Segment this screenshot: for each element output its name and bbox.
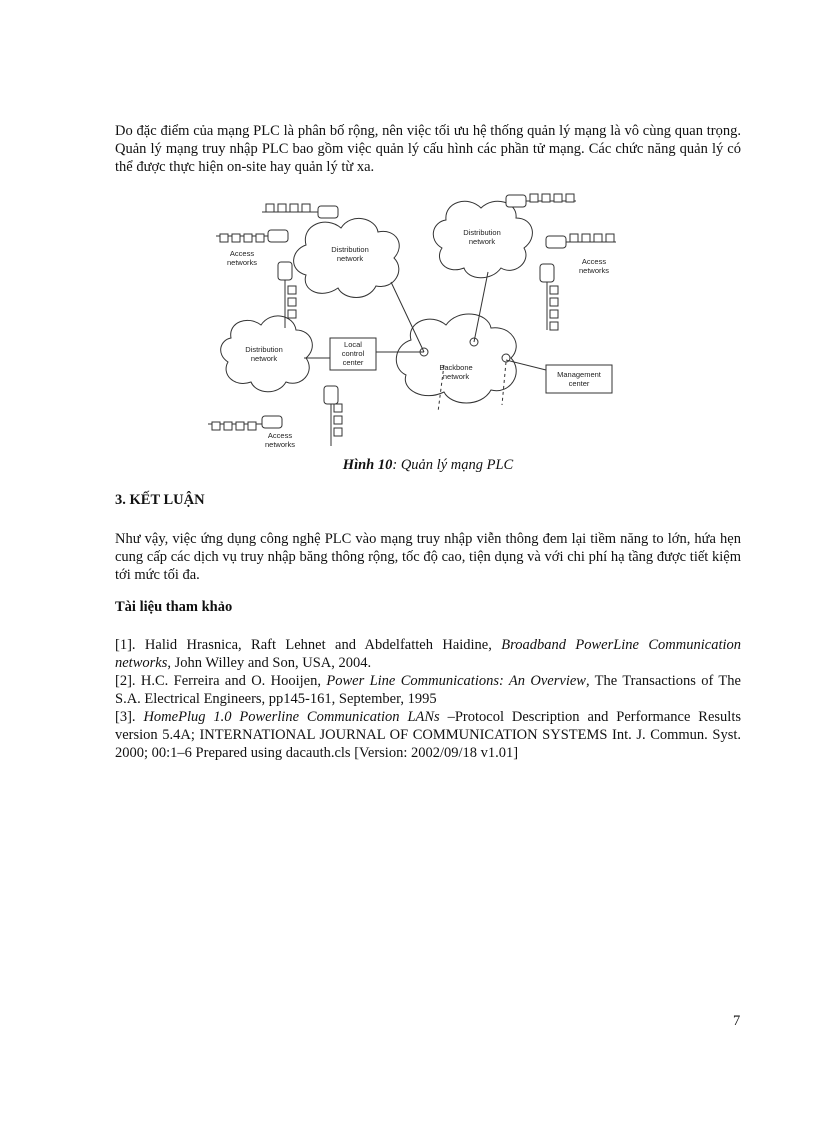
caption-text: : Quản lý mạng PLC	[392, 457, 514, 473]
label-local-control-3: center	[342, 358, 364, 367]
label-access-right-1: Access	[581, 257, 607, 266]
reference-suffix: , The Transactions of The S.A. Electrical Engineers, pp145-161, September, 1995	[115, 673, 741, 707]
label-access-left-top-2: networks	[226, 258, 258, 267]
caption-label: Hình 10	[342, 457, 393, 473]
label-management-2: center	[568, 379, 590, 388]
reference-suffix: –Protocol Description and Performance Results version 5.4A; INTERNATIONAL JOURNAL OF COMMUNICATION SYSTEMS Int. J. Commun. Syst. 2000; 00:1–6 Prepared using dacauth.cls [Version: 2002/09/18 v1.01]	[115, 709, 741, 761]
label-dist-left-bottom-2: network	[250, 354, 278, 363]
label-backbone-2: network	[442, 372, 470, 381]
cloud-backbone	[396, 314, 516, 403]
reference-item	[115, 672, 741, 708]
intro-paragraph: Do đặc điểm của mạng PLC là phân bố rộng, nên việc tối ưu hệ thống quản lý mạng là vô cùng quan trọng. Quản lý mạng truy nhập PLC bao gồm việc quản lý cấu hình các phần tử mạng. Các chức năng quản lý có thể được thực hiện on-site hay quản lý từ xa.	[115, 123, 741, 175]
label-management-1: Management	[557, 370, 601, 379]
conclusion-heading: 3. KẾT LUẬN	[115, 492, 205, 508]
reference-title: HomePlug 1.0 Powerline Communication LANs	[143, 709, 440, 725]
conclusion-paragraph: Như vậy, việc ứng dụng công nghệ PLC vào mạng truy nhập viễn thông đem lại tiềm năng to lớn, hứa hẹn cung cấp các dịch vụ truy nhập băng thông rộng, tốc độ cao, tiện dụng và với chi phí hạ tầng được tiết kiệm tới mức tối đa.	[115, 531, 741, 583]
label-local-control-2: control	[341, 349, 365, 358]
figure-caption	[115, 456, 741, 474]
label-dist-left-top-2: network	[336, 254, 364, 263]
reference-prefix: [3].	[115, 709, 144, 725]
page-number: 7	[733, 1013, 741, 1029]
label-dist-right-top-2: network	[468, 237, 496, 246]
reference-prefix: [1]. Halid Hrasnica, Raft Lehnet and Abdelfatteh Haidine,	[115, 637, 502, 653]
reference-item	[115, 708, 741, 762]
reference-title: Power Line Communications: An Overview	[326, 673, 586, 689]
label-access-bottom-2: networks	[264, 440, 296, 449]
label-access-left-top-1: Access	[229, 249, 255, 258]
plc-network-diagram	[206, 190, 632, 452]
label-access-right-2: networks	[578, 266, 610, 275]
reference-prefix: [2]. H.C. Ferreira and O. Hooijen,	[115, 673, 327, 689]
label-access-bottom-1: Access	[267, 431, 293, 440]
reference-title: Broadband PowerLine Communication networks	[115, 637, 742, 671]
label-local-control-1: Local	[344, 340, 362, 349]
label-dist-left-bottom-1: Distribution	[245, 345, 283, 354]
references-heading: Tài liệu tham khảo	[115, 599, 233, 615]
label-backbone-1: Backbone	[439, 363, 473, 372]
label-dist-right-top-1: Distribution	[463, 228, 501, 237]
reference-item	[115, 636, 741, 672]
label-dist-left-top-1: Distribution	[331, 245, 369, 254]
reference-suffix: , John Willey and Son, USA, 2004.	[167, 655, 372, 671]
references-list	[115, 636, 741, 762]
